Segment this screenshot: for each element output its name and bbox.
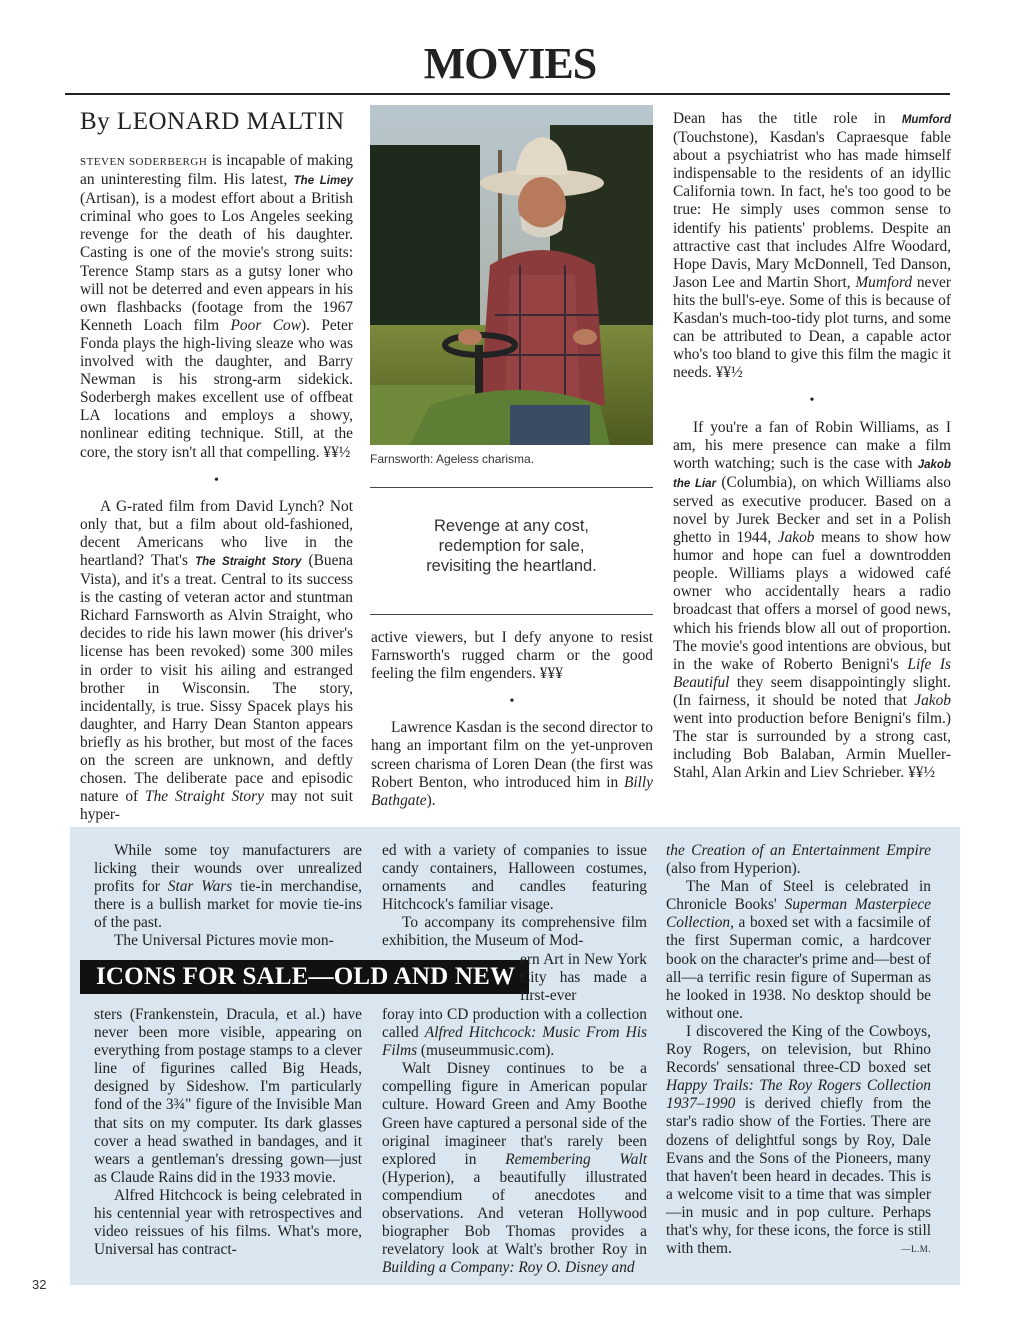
section-bullet: • (509, 694, 515, 710)
pull-quote: Revenge at any cost, redemption for sale, revisiting the heartland. (426, 517, 597, 575)
caption-rule (370, 487, 653, 488)
film-title: Jakob the Liar (673, 458, 951, 490)
article-column-1 (80, 152, 353, 824)
film-title: The Straight Story (195, 555, 302, 568)
pull-quote-rule (370, 614, 653, 615)
sidebar-column-2-bottom: foray into CD production with a collection called Alfred Hitchcock: Music From His Films (museummusic.com). Walt Disney continues to be a compelling figure in American popular culture. Howard Green and Amy Boothe Green have captured a personal side of the original imagineer that's rarely been explored in Remembering Walt (Hyperion), a beautifully illustrated compendium of anecdotes and observations. And veteran Hollywood biographer Bob Thomas provides a revelatory look at Walt's brother Roy in Building a Company: Roy O. Disney and (382, 1006, 648, 1277)
review-jakob-the-liar: If you're a fan of Robin Williams, as I am, his mere presence can make a film worth watching; such is the case with Jakob the Liar (Columbia), on which Williams also served as executive producer. Based on a novel by Jurek Becker and set in a Polish ghetto in 1944, Jakob means to show how humor and hope can fuel a downtrodden people. Williams plays a widowed café owner who accidentally hears a radio broadcast that offers a morsel of good news, which his friends blow all out of proportion. The movie's good intentions are obvious, but in the wake of Roberto Benigni's Life Is Beautiful they seem disappointingly slight. (In fairness, it should be noted that Jakob went into production before Benigni's film.) The star is surrounded by a strong cast, including Bob Balaban, Armin Mueller-Stahl, Alan Arkin and Liev Schrieber. ¥¥½ (673, 418, 952, 782)
byline: By LEONARD MALTIN (80, 108, 345, 135)
header-rule (65, 93, 950, 95)
sidebar-column-2-top: ed with a variety of companies to issue candy containers, Halloween costumes, ornaments and candles featuring Hitchcock's familiar visage. To accompany its comprehensive film exhibition, the Museum of Mod- (382, 842, 647, 950)
section-bullet: • (809, 393, 815, 409)
film-title: The Limey (293, 175, 353, 188)
farnsworth-photo (370, 105, 653, 445)
page-number: 32 (32, 1277, 47, 1292)
section-bullet: • (214, 472, 219, 488)
section-title: MOVIES (423, 39, 597, 88)
sidebar-title: ICONS FOR SALE—OLD AND NEW (80, 960, 529, 994)
sidebar-column-1-bottom: sters (Frankenstein, Dracula, et al.) have never been more visible, appearing on everything from postage stamps to a clever line of figurines called Big Heads, designed by Sideshow. I'm particularly fond of the 3¾" figure of the Invisible Man that sits on my computer. Its dark glasses cover a head swathed in bandages, and it wears a gentleman's dressing gown—just as Claude Rains did in the 1933 movie. Alfred Hitchcock is being celebrated in his centennial year with retrospectives and video reissues of his films. What's more, Universal has contract- (94, 1006, 362, 1259)
author-signature: —L.M. (901, 1244, 931, 1255)
review-straight-story: A G-rated film from David Lynch? Not only that, but a film about old-fashioned, decent Americans who live in the heartland? That's The Straight Story (Buena Vista), and it's a treat. Central to its success is the casting of veteran actor and stuntman Richard Farnsworth as Alvin Straight, who decides to ride his lawn mower (his driver's license has been revoked) some 300 miles in order to visit his ailing and estranged brother in Wisconsin. The story, incidentally, is true. Sissy Spacek plays his daughter, and Harry Dean Stanton appears briefly as his brother, but most of the faces on the screen are unknown, and deftly chosen. The deliberate pace and episodic nature of The Straight Story may not suit hyper- (80, 497, 353, 824)
sidebar-column-3: the Creation of an Entertainment Empire (also from Hyperion). The Man of Steel is celebrated in Chronicle Books' Superman Masterpiece Collection, a boxed set with a facsimile of the first Superman comic, a hardcover book on the character's prime and—best of all—a terrific resin figure of Superman as he looked in 1938. No desktop should be without one. I discovered the King of the Cowboys, Roy Rogers, on television, but Rhino Records' sensational three-CD boxed set Happy Trails: The Roy Rogers Collection 1937–1990 is derived chiefly from the star's radio show of the Forties. There are dozens of delightful songs by Roy, Dale Evans and the Sons of the Pioneers, many that haven't been heard in decades. This is a welcome visit to a time that was simpler—in music and in pop culture. Perhaps that's why, for these icons, the force is still with them. —L.M. (666, 842, 932, 1258)
lead-in: STEVEN SODERBERGH (80, 156, 208, 168)
sidebar-column-2-wrap: ern Art in New York City has made a first-ever (520, 951, 647, 1005)
sidebar-column-1-top: While some toy manufacturers are licking their wounds over unrealized profits for Star Wars tie-in merchandise, there is a bullish market for movie tie-ins of the past. The Universal Pictures movie mon- (94, 842, 363, 950)
review-mumford: Dean has the title role in Mumford (Touchstone), Kasdan's Capraesque fable about a psychiatrist who has made himself indispensable to the residents of an idyllic California town. In fact, he's too good to be true: He simply uses common sense to identify his patients' problems. Despite an attractive cast that includes Alfre Woodard, Hope Davis, Mary McDonnell, Ted Danson, Jason Lee and Martin Short, Mumford never hits the bull's-eye. Some of this is because of Kasdan's much-too-tidy plot turns, and some can be attributed to Dean, a capable actor who's too bland to give this film the magic it needs. ¥¥½ (673, 110, 951, 382)
review-straight-story-cont: active viewers, but I defy anyone to resist Farnsworth's rugged charm or the good feeling the film engenders. ¥¥¥ (371, 629, 653, 683)
article-column-2 (371, 629, 653, 810)
review-the-limey: STEVEN SODERBERGH is incapable of making an uninteresting film. His latest, The Limey (Artisan), is a modest effort about a British criminal who goes to Los Angeles seeking revenge for the death of his daughter. Casting is one of the movie's strong suits: Terence Stamp stars as a gutsy loner who will not be deterred and even appears in his own flashbacks (footage from the 1967 Kenneth Loach film Poor Cow). Peter Fonda plays the high-living sleaze who was involved with the daughter, and Barry Newman is his strong-arm sidekick. Soderbergh makes excellent use of offbeat LA locations and employs a showy, nonlinear editing technique. Still, at the core, the story isn't all that compelling. ¥¥½ (80, 152, 353, 461)
review-kasdan-intro: Lawrence Kasdan is the second director to hang an important film on the yet-unproven screen charisma of Loren Dean (the first was Robert Benton, who introduced him in Billy Bathgate). (371, 719, 653, 809)
article-column-3 (673, 110, 951, 782)
film-title: Mumford (901, 114, 951, 126)
photo-caption: Farnsworth: Ageless charisma. (370, 452, 535, 466)
